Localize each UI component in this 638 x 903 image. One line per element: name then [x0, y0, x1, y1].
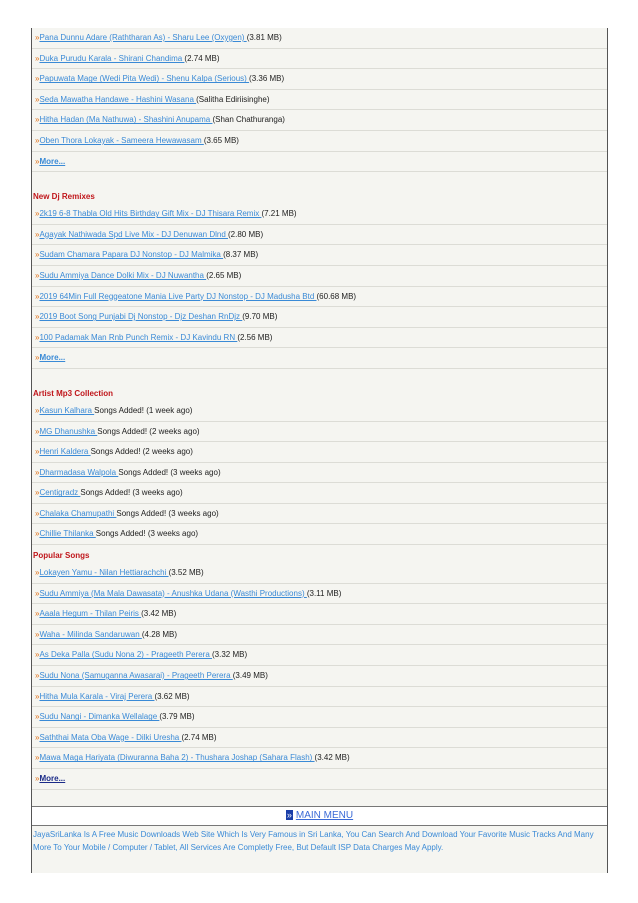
popular-song-row: [32, 563, 607, 584]
arrow-icon: »: [35, 691, 40, 701]
popular-song-row: [32, 584, 607, 605]
remix-row: [32, 245, 607, 266]
remix-info: (2.56 MB): [237, 332, 273, 342]
remix-row: [32, 204, 607, 225]
artist-list: [32, 401, 607, 545]
popular-song-row: [32, 748, 607, 769]
arrow-icon: »: [35, 529, 40, 539]
song-link[interactable]: Duka Purudu Karala - Shirani Chandima: [39, 53, 185, 63]
arrow-icon: »: [35, 650, 40, 660]
arrow-icon: »: [35, 312, 40, 322]
footer-description: JayaSriLanka Is A Free Music Downloads Web Site Which Is Very Famous in Sri Lanka, You Can Search And Download Your Favorite Music Tracks And Many More To Your Mobile / Computer / Tablet, All Services Are Completly Free, But Default ISP Data Charges May Apply.: [33, 829, 594, 852]
arrow-icon: »: [35, 156, 40, 166]
artist-row: [32, 504, 607, 525]
arrow-icon: »: [35, 467, 40, 477]
song-row: [32, 28, 607, 49]
remix-info: (9.70 MB): [242, 312, 278, 322]
arrow-icon: »: [35, 229, 40, 239]
menu-arrow-icon: »: [286, 809, 292, 820]
arrow-icon: »: [35, 209, 40, 219]
arrow-icon: »: [35, 488, 40, 498]
arrow-icon: »: [35, 405, 40, 415]
remix-link[interactable]: 2k19 6-8 Thabla Old Hits Birthday Gift Mix - DJ Thisara Remix: [39, 209, 262, 219]
popular-song-link[interactable]: Mawa Maga Hariyata (Diwuranna Baha 2) - Thushara Joshap (Sahara Flash): [39, 753, 315, 763]
arrow-icon: »: [35, 774, 40, 783]
arrow-icon: »: [35, 291, 40, 301]
arrow-icon: »: [35, 426, 40, 436]
top-more-row: [32, 152, 607, 173]
content-frame: [31, 28, 608, 873]
song-row: [32, 49, 607, 70]
song-row: [32, 131, 607, 152]
popular-song-link[interactable]: As Deka Palla (Sudu Nona 2) - Prageeth Perera: [39, 650, 212, 660]
arrow-icon: »: [35, 671, 40, 681]
arrow-icon: »: [35, 250, 40, 260]
remix-link[interactable]: 100 Padamak Man Rnb Punch Remix - DJ Kavindu RN: [39, 332, 238, 342]
arrow-icon: »: [35, 732, 40, 742]
popular-songs-heading: Popular Songs: [33, 551, 90, 561]
arrow-icon: »: [35, 332, 40, 342]
arrow-icon: »: [35, 135, 40, 145]
artist-row: [32, 524, 607, 545]
arrow-icon: »: [35, 74, 40, 84]
dj-more-link[interactable]: More...: [39, 353, 66, 363]
dj-more-row: [32, 348, 607, 369]
song-info: (Shan Chathuranga): [212, 115, 285, 125]
artist-row: [32, 442, 607, 463]
main-menu-link[interactable]: MAIN MENU: [295, 809, 354, 821]
arrow-icon: »: [35, 447, 40, 457]
artist-link[interactable]: Chillie Thilanka: [39, 529, 96, 539]
arrow-icon: »: [35, 753, 40, 763]
remix-link[interactable]: Sudam Chamara Papara DJ Nonstop - DJ Malmika: [39, 250, 224, 260]
popular-more-row: [32, 769, 607, 790]
popular-song-info: (2.74 MB): [181, 732, 217, 742]
remix-row: [32, 225, 607, 246]
artist-row: [32, 422, 607, 443]
arrow-icon: »: [35, 33, 40, 42]
remix-row: [32, 328, 607, 349]
popular-song-link[interactable]: Lokayen Yamu - Nilan Hettiarachchi: [39, 568, 169, 578]
popular-song-link[interactable]: Aaala Hegum - Thilan Peiris: [39, 609, 142, 619]
popular-song-info: (3.49 MB): [232, 671, 268, 681]
arrow-icon: »: [35, 53, 40, 63]
artist-row: [32, 463, 607, 484]
arrow-icon: »: [35, 712, 40, 722]
song-info: (Salitha Ediriisinghe): [196, 94, 270, 104]
song-info: (3.65 MB): [203, 135, 239, 145]
popular-song-link[interactable]: Sudu Ammiya (Ma Mala Dawasata) - Anushka Udana (Wasthi Productions): [39, 588, 307, 598]
main-menu-bar: [32, 806, 607, 826]
artist-link[interactable]: MG Dhanushka: [39, 426, 98, 436]
dj-remixes-heading: New Dj Remixes: [33, 192, 95, 202]
popular-song-row: [32, 625, 607, 646]
popular-songs-list: [32, 563, 607, 769]
popular-song-link[interactable]: Saththai Mata Oba Wage - Dilki Uresha: [39, 732, 182, 742]
arrow-icon: »: [35, 94, 40, 104]
top-more-link[interactable]: More...: [39, 156, 66, 166]
remix-link[interactable]: Sudu Ammiya Dance Dolki Mix - DJ Nuwantha: [39, 270, 207, 280]
artist-link[interactable]: Chalaka Chamupathi: [39, 508, 117, 518]
popular-song-info: (3.79 MB): [159, 712, 195, 722]
popular-song-link[interactable]: Waha - Milinda Sandaruwan: [39, 629, 142, 639]
artist-link[interactable]: Centigradz: [39, 488, 81, 498]
remix-link[interactable]: 2019 Boot Song Punjabi Dj Nonstop - Djz Deshan RnDjz: [39, 312, 243, 322]
arrow-icon: »: [35, 353, 40, 363]
popular-song-info: (3.52 MB): [168, 568, 204, 578]
arrow-icon: »: [35, 508, 40, 518]
remix-row: [32, 307, 607, 328]
artist-info: Songs Added! (3 weeks ago): [116, 508, 219, 518]
song-row: [32, 110, 607, 131]
artist-link[interactable]: Kasun Kalhara: [39, 405, 95, 415]
popular-more-link[interactable]: More...: [39, 774, 66, 783]
artist-info: Songs Added! (3 weeks ago): [95, 529, 199, 539]
arrow-icon: »: [35, 629, 40, 639]
song-info: (3.36 MB): [249, 74, 285, 84]
remix-row: [32, 266, 607, 287]
popular-song-info: (3.42 MB): [141, 609, 177, 619]
arrow-icon: »: [35, 115, 40, 125]
arrow-icon: »: [35, 588, 40, 598]
artist-info: Songs Added! (2 weeks ago): [90, 447, 193, 457]
popular-song-link[interactable]: Sudu Nona (Samuganna Awasarai) - Prageeth Perera: [39, 671, 233, 681]
popular-song-row: [32, 687, 607, 708]
remix-info: (2.80 MB): [228, 229, 264, 239]
artist-row: [32, 483, 607, 504]
popular-song-info: (3.62 MB): [154, 691, 190, 701]
popular-song-row: [32, 666, 607, 687]
song-info: (2.74 MB): [184, 53, 220, 63]
song-row: [32, 90, 607, 111]
artist-row: [32, 401, 607, 422]
song-row: [32, 69, 607, 90]
popular-song-info: (3.42 MB): [314, 753, 350, 763]
section-gap: [32, 369, 607, 383]
popular-song-info: (3.11 MB): [306, 588, 342, 598]
popular-song-row: [32, 707, 607, 728]
song-link[interactable]: Oben Thora Lokayak - Sameera Hewawasam: [39, 135, 204, 145]
remix-info: (8.37 MB): [223, 250, 259, 260]
popular-song-row: [32, 604, 607, 625]
artist-info: Songs Added! (3 weeks ago): [118, 467, 221, 477]
artist-collection-heading: Artist Mp3 Collection: [33, 388, 114, 398]
artist-link[interactable]: Dharmadasa Walpola: [39, 467, 119, 477]
popular-song-info: (3.32 MB): [212, 650, 248, 660]
arrow-icon: »: [35, 568, 40, 578]
artist-info: Songs Added! (1 week ago): [94, 405, 193, 415]
arrow-icon: »: [35, 270, 40, 280]
top-songs-list: [32, 28, 607, 152]
remix-info: (2.65 MB): [206, 270, 242, 280]
popular-song-row: [32, 728, 607, 749]
arrow-icon: »: [35, 609, 40, 619]
popular-song-info: (4.28 MB): [141, 629, 177, 639]
section-gap: [32, 172, 607, 186]
remix-info: (7.21 MB): [261, 209, 297, 219]
song-info: (3.81 MB): [246, 33, 282, 42]
artist-info: Songs Added! (2 weeks ago): [97, 426, 200, 436]
popular-song-row: [32, 645, 607, 666]
popular-song-link[interactable]: Sudu Nangi - Dimanka Wellalage: [39, 712, 160, 722]
song-link[interactable]: Papuwata Mage (Wedi Pita Wedi) - Shenu Kalpa (Serious): [39, 74, 250, 84]
remix-row: [32, 287, 607, 308]
dj-remixes-list: [32, 204, 607, 348]
remix-link[interactable]: 2019 64Min Full Reggeatone Mania Live Party DJ Nonstop - DJ Madusha Btd: [39, 291, 317, 301]
remix-info: (60.68 MB): [316, 291, 357, 301]
artist-link[interactable]: Henri Kaldera: [39, 447, 91, 457]
song-link[interactable]: Seda Mawatha Handawe - Hashini Wasana: [39, 94, 197, 104]
song-link[interactable]: Hitha Hadan (Ma Nathuwa) - Shashini Anupama: [39, 115, 213, 125]
song-link[interactable]: Pana Dunnu Adare (Raththaran As) - Sharu Lee (Oxygen): [39, 33, 247, 42]
popular-song-link[interactable]: Hitha Mula Karala - Viraj Perera: [39, 691, 155, 701]
artist-info: Songs Added! (3 weeks ago): [80, 488, 183, 498]
remix-link[interactable]: Agayak Nathiwada Spd Live Mix - DJ Denuwan Dlnd: [39, 229, 228, 239]
